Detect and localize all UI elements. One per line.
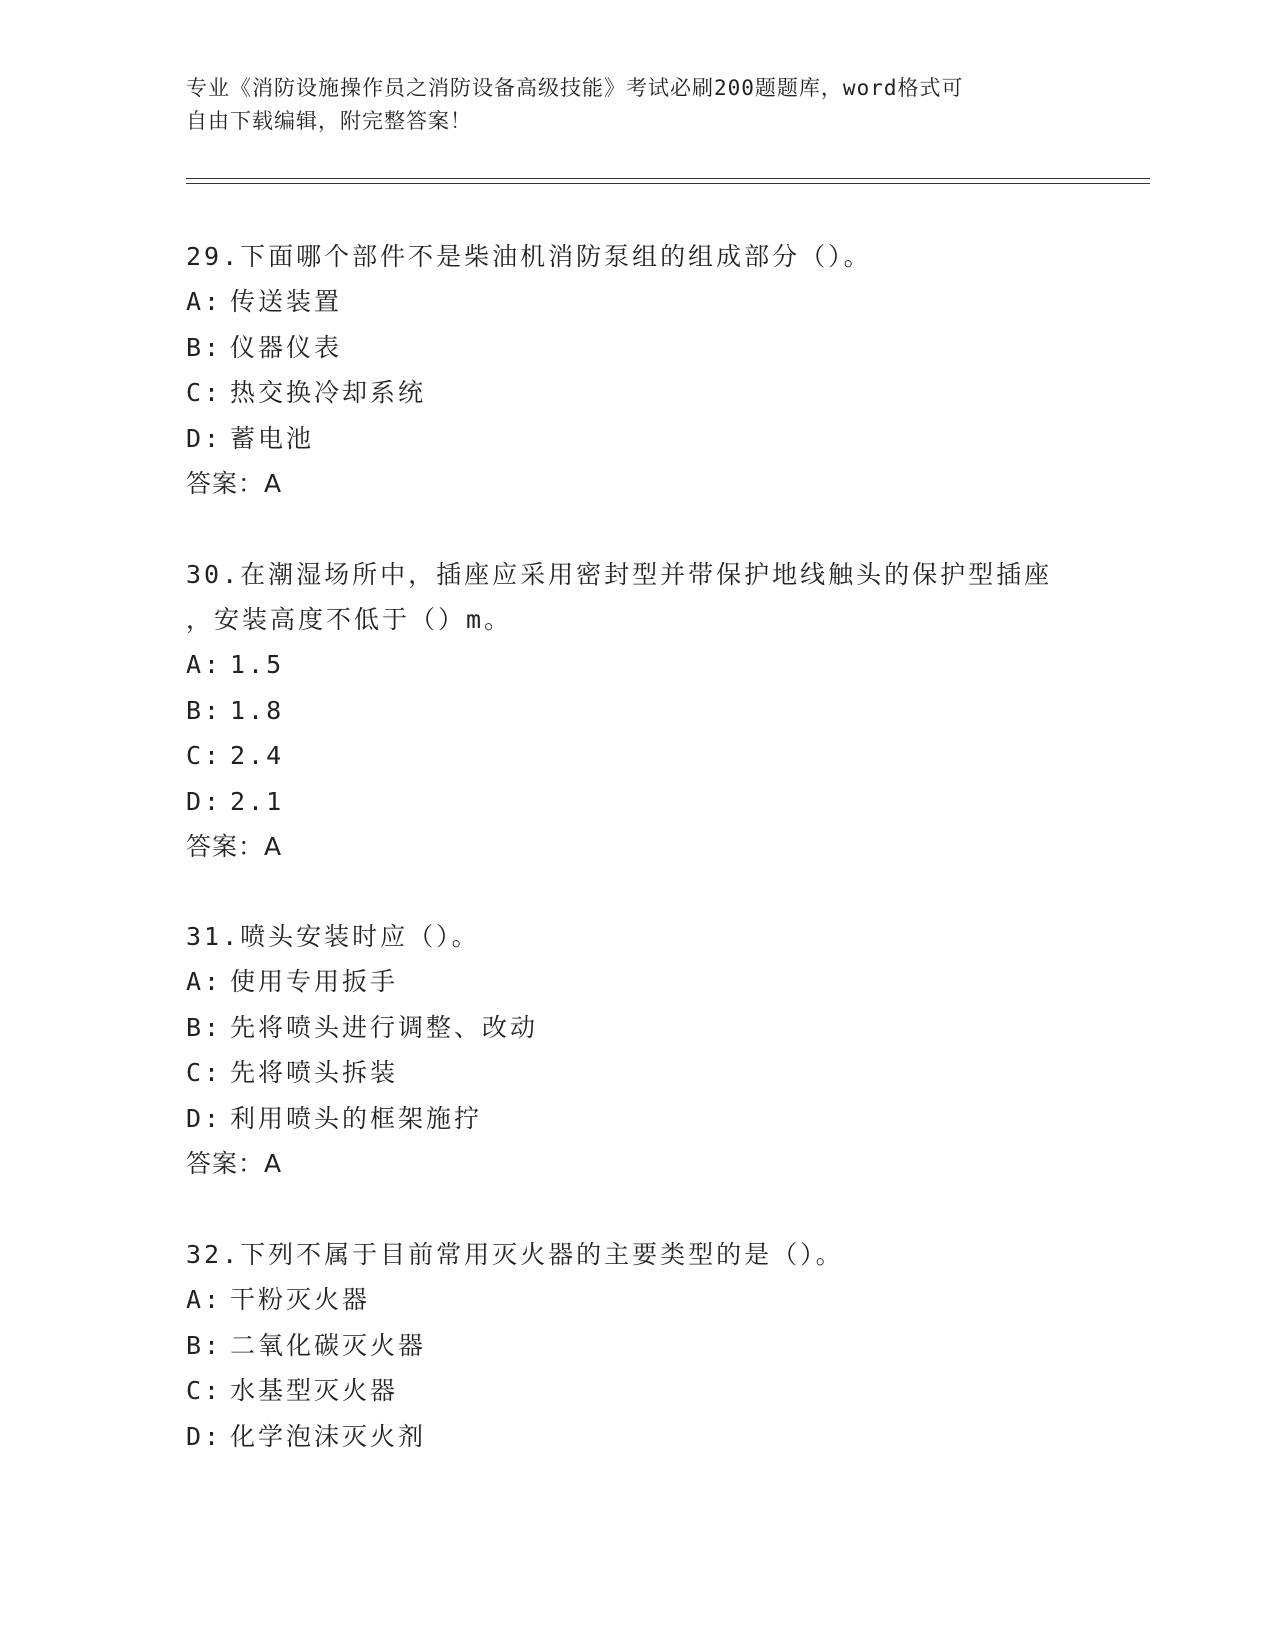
option-a bbox=[186, 642, 1086, 688]
option-letter: C: bbox=[186, 1376, 223, 1405]
option-c bbox=[186, 733, 1086, 779]
header-divider-bottom bbox=[186, 183, 1150, 184]
header-line-1: 专业《消防设施操作员之消防设备高级技能》考试必刷200题题库，word格式可 bbox=[186, 76, 964, 100]
option-text: 2.4 bbox=[230, 741, 285, 770]
option-letter: A: bbox=[186, 1285, 223, 1314]
option-letter: D: bbox=[186, 1103, 223, 1133]
option-text: 水基型灭火器 bbox=[230, 1376, 399, 1405]
option-text: 传送装置 bbox=[230, 287, 343, 316]
option-a bbox=[186, 279, 1086, 325]
option-d bbox=[186, 779, 1086, 825]
question-32 bbox=[186, 1232, 1086, 1459]
option-c bbox=[186, 370, 1086, 416]
option-text: 化学泡沫灭火剂 bbox=[230, 1421, 427, 1451]
option-letter: D: bbox=[186, 423, 223, 453]
question-stem: 31.喷头安装时应（）。 bbox=[186, 922, 480, 951]
option-letter: A: bbox=[186, 650, 223, 679]
option-text: 2.1 bbox=[230, 786, 285, 816]
question-stem: 32.下列不属于目前常用灭火器的主要类型的是（）。 bbox=[186, 1240, 844, 1269]
option-letter: B: bbox=[186, 1012, 223, 1042]
document-header bbox=[186, 72, 1086, 138]
option-letter: C: bbox=[186, 741, 223, 770]
answer-line: 答案：A bbox=[186, 469, 283, 498]
option-b bbox=[186, 325, 1086, 371]
option-text: 利用喷头的框架施拧 bbox=[230, 1103, 483, 1133]
option-text: 热交换冷却系统 bbox=[230, 378, 427, 407]
option-d bbox=[186, 416, 1086, 462]
answer-line: 答案：A bbox=[186, 1149, 283, 1178]
option-letter: D: bbox=[186, 786, 223, 816]
option-text: 仪器仪表 bbox=[230, 332, 343, 362]
option-b bbox=[186, 1323, 1086, 1369]
option-letter: A: bbox=[186, 287, 223, 316]
option-letter: B: bbox=[186, 332, 223, 362]
question-stem: 29.下面哪个部件不是柴油机消防泵组的组成部分（）。 bbox=[186, 242, 872, 271]
option-d bbox=[186, 1414, 1086, 1460]
option-letter: C: bbox=[186, 378, 223, 407]
question-30 bbox=[186, 552, 1086, 869]
option-c bbox=[186, 1050, 1086, 1096]
option-letter: B: bbox=[186, 695, 223, 725]
question-31 bbox=[186, 914, 1086, 1186]
question-29 bbox=[186, 234, 1086, 506]
option-letter: B: bbox=[186, 1330, 223, 1360]
option-text: 先将喷头进行调整、改动 bbox=[230, 1012, 539, 1042]
option-text: 1.8 bbox=[230, 695, 285, 725]
header-line-2: 自由下载编辑，附完整答案！ bbox=[186, 109, 472, 133]
question-stem-line-1: 30.在潮湿场所中，插座应采用密封型并带保护地线触头的保护型插座 bbox=[186, 560, 1053, 589]
option-text: 先将喷头拆装 bbox=[230, 1058, 399, 1087]
option-text: 干粉灭火器 bbox=[230, 1285, 371, 1314]
option-text: 蓄电池 bbox=[230, 423, 315, 453]
answer-line: 答案：A bbox=[186, 832, 283, 861]
option-letter: D: bbox=[186, 1421, 223, 1451]
option-b bbox=[186, 688, 1086, 734]
option-a bbox=[186, 959, 1086, 1005]
option-letter: C: bbox=[186, 1058, 223, 1087]
option-b bbox=[186, 1005, 1086, 1051]
question-stem-line-2: ，安装高度不低于（）m。 bbox=[186, 605, 513, 634]
option-text: 1.5 bbox=[230, 650, 285, 679]
option-d bbox=[186, 1096, 1086, 1142]
option-c bbox=[186, 1368, 1086, 1414]
option-text: 使用专用扳手 bbox=[230, 967, 399, 996]
option-text: 二氧化碳灭火器 bbox=[230, 1330, 427, 1360]
header-divider-top bbox=[186, 178, 1150, 179]
option-a bbox=[186, 1277, 1086, 1323]
option-letter: A: bbox=[186, 967, 223, 996]
